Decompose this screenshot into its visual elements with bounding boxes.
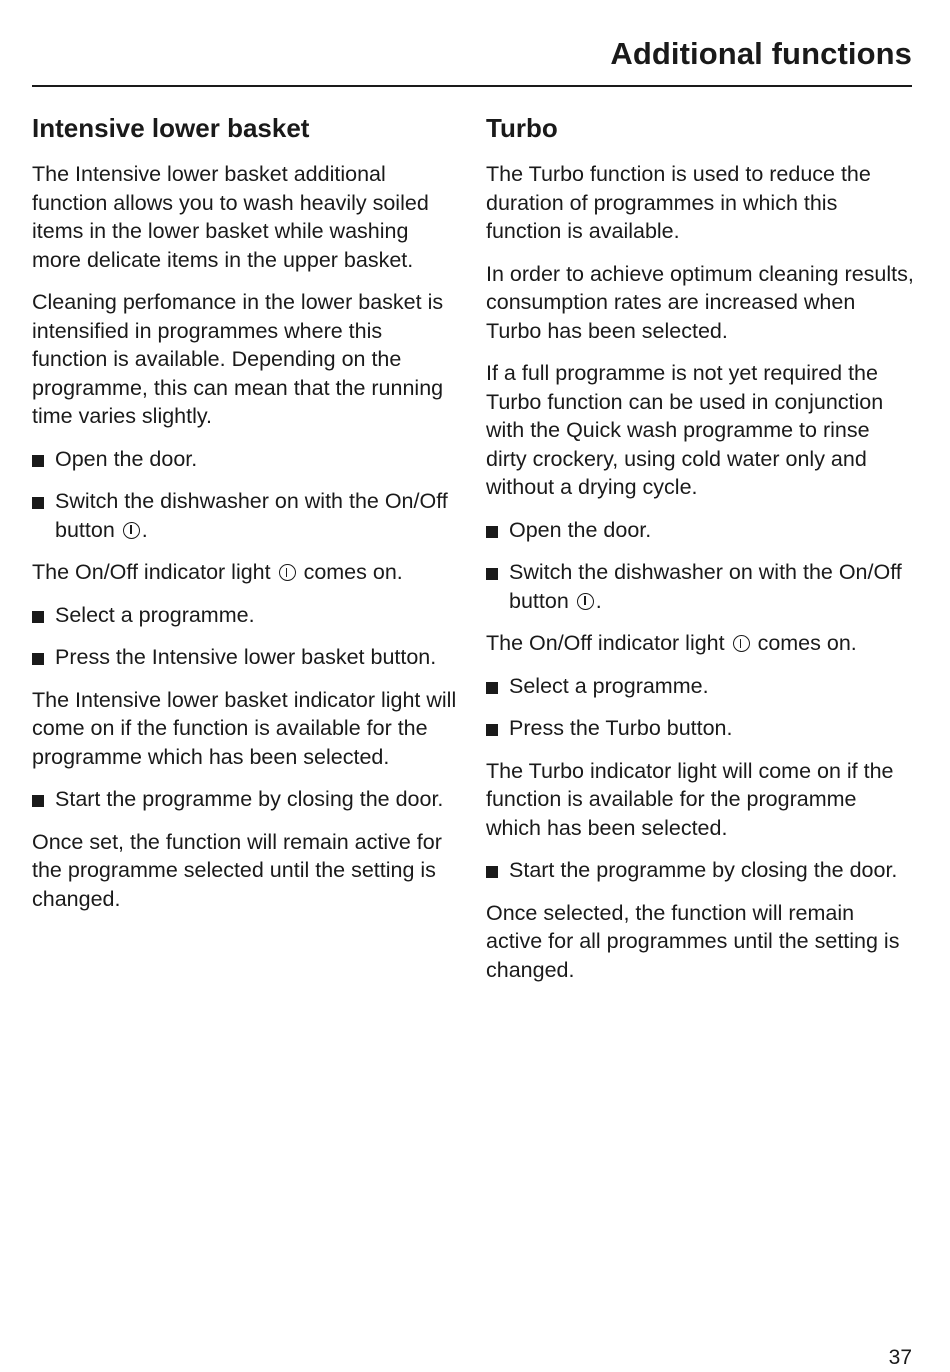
step-text: Select a programme.	[509, 673, 709, 698]
note-paragraph: Once selected, the function will remain active for all programmes until the setting is changed.	[486, 900, 900, 982]
indicator-text-end: comes on.	[751, 631, 857, 655]
intro-paragraph: In order to achieve optimum cleaning results, consumption rates are increased when Turbo has been selected.	[486, 261, 914, 343]
section-heading: Intensive lower basket	[32, 113, 310, 143]
intro-paragraph: The Intensive lower basket additional function allows you to wash heavily soiled items in the lower basket while washing more delicate items in the upper basket.	[32, 162, 429, 272]
section-intensive-lower-basket	[32, 110, 462, 927]
square-bullet-icon	[486, 866, 498, 878]
square-bullet-icon	[32, 497, 44, 509]
square-bullet-icon	[32, 653, 44, 665]
note-paragraph: Once set, the function will remain active for the programme selected until the setting is changed.	[32, 829, 442, 911]
step-text: Press the Intensive lower basket button.	[55, 645, 437, 669]
page-header	[32, 30, 912, 87]
step-text: Start the programme by closing the door.	[509, 858, 898, 882]
square-bullet-icon	[486, 568, 498, 580]
square-bullet-icon	[486, 526, 498, 538]
step-start-programme	[32, 785, 462, 814]
intro-paragraph: The Turbo function is used to reduce the duration of programmes in which this function is available.	[486, 162, 871, 243]
step-open-door	[32, 445, 462, 474]
step-open-door	[486, 516, 916, 545]
step-text: Press the Turbo button.	[509, 716, 733, 740]
step-text: Select a programme.	[55, 602, 255, 627]
indicator-paragraph	[32, 558, 462, 587]
power-button-icon	[577, 593, 594, 610]
section-turbo	[486, 110, 916, 998]
square-bullet-icon	[32, 455, 44, 467]
intro-paragraph: If a full programme is not yet required the Turbo function can be used in conjunction with the Quick wash programme to rinse dirty crockery, using cold water only and without a drying cycle.	[486, 361, 884, 499]
step-press-button	[32, 643, 462, 672]
step-press-button	[486, 714, 916, 743]
step-text-end: .	[141, 517, 148, 542]
power-button-icon	[123, 522, 140, 539]
indicator-text-end: comes on.	[297, 560, 403, 584]
step-switch-on	[32, 487, 462, 544]
step-start-programme	[486, 856, 916, 885]
step-text: Switch the dishwasher on with the On/Off button	[509, 560, 902, 613]
step-switch-on	[486, 558, 916, 615]
result-paragraph: The Turbo indicator light will come on if the function is available for the programme which has been selected.	[486, 758, 894, 840]
result-paragraph: The Intensive lower basket indicator light will come on if the function is available for the programme which has been selected.	[32, 687, 457, 769]
step-text: Switch the dishwasher on with the On/Off button	[55, 489, 448, 542]
indicator-text: The On/Off indicator light	[486, 631, 731, 655]
step-select-programme	[486, 672, 916, 701]
indicator-paragraph	[486, 629, 916, 658]
step-text-end: .	[595, 588, 602, 613]
step-text: Open the door.	[509, 517, 652, 542]
page-title: Additional functions	[610, 36, 912, 71]
step-text: Open the door.	[55, 446, 198, 471]
square-bullet-icon	[32, 611, 44, 623]
power-button-icon	[279, 564, 296, 581]
step-select-programme	[32, 601, 462, 630]
step-text: Start the programme by closing the door.	[55, 787, 444, 811]
indicator-text: The On/Off indicator light	[32, 560, 277, 584]
square-bullet-icon	[486, 724, 498, 736]
square-bullet-icon	[32, 795, 44, 807]
page-number: 37	[888, 1346, 912, 1369]
square-bullet-icon	[486, 682, 498, 694]
power-button-icon	[733, 635, 750, 652]
intro-paragraph: Cleaning perfomance in the lower basket is intensified in programmes where this function is available. Depending on the programme, this can mean that the running time varies slightly.	[32, 290, 444, 428]
section-heading: Turbo	[486, 113, 558, 143]
